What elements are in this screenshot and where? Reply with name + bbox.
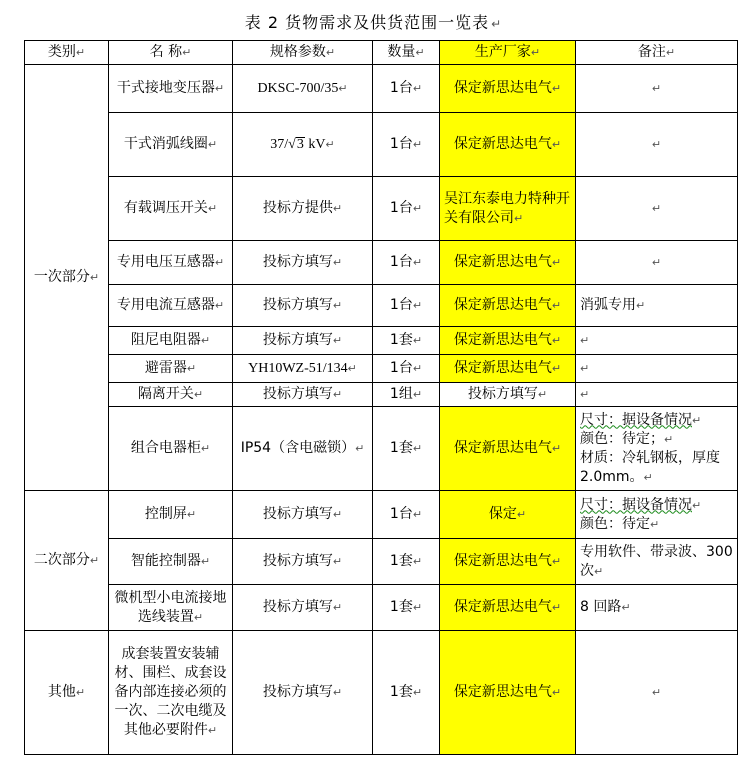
cell-qty: 1台↵	[373, 241, 440, 285]
cell-note: 专用软件、带录波、300 次↵	[576, 539, 738, 585]
cell-name: 微机型小电流接地选线装置↵	[109, 585, 233, 631]
cell-name: 智能控制器↵	[109, 539, 233, 585]
cell-name: 干式接地变压器↵	[109, 65, 233, 113]
header-note: 备注↵	[576, 41, 738, 65]
cell-note: ↵	[576, 631, 738, 755]
header-spec: 规格参数↵	[233, 41, 373, 65]
table-row	[25, 241, 738, 285]
cell-spec: 投标方填写↵	[233, 241, 373, 285]
paragraph-mark-icon: ↵	[491, 17, 503, 31]
table-row	[25, 585, 738, 631]
cell-maker: 保定新思达电气↵	[440, 355, 576, 383]
cell-qty: 1台↵	[373, 65, 440, 113]
cell-qty: 1套↵	[373, 585, 440, 631]
cell-spec: 投标方填写↵	[233, 631, 373, 755]
cell-name: 隔离开关↵	[109, 383, 233, 407]
cell-note: ↵	[576, 383, 738, 407]
cell-qty: 1台↵	[373, 113, 440, 177]
category-primary: 一次部分↵	[25, 65, 109, 491]
cell-spec-formula: 37/√3 kV↵	[233, 113, 373, 177]
table-row	[25, 631, 738, 755]
header-qty: 数量↵	[373, 41, 440, 65]
cell-qty: 1台↵	[373, 285, 440, 327]
cell-qty: 1套↵	[373, 631, 440, 755]
table-row	[25, 407, 738, 491]
cell-note: 8 回路↵	[576, 585, 738, 631]
cell-note: ↵	[576, 327, 738, 355]
cell-name: 专用电压互感器↵	[109, 241, 233, 285]
cell-maker: 保定新思达电气↵	[440, 113, 576, 177]
cell-spec: 投标方提供↵	[233, 177, 373, 241]
cell-maker: 吴江东泰电力特种开关有限公司↵	[440, 177, 576, 241]
cell-maker: 投标方填写↵	[440, 383, 576, 407]
cell-qty: 1套↵	[373, 407, 440, 491]
cell-spec: 投标方填写↵	[233, 491, 373, 539]
cell-spec: 投标方填写↵	[233, 383, 373, 407]
sqrt-icon: √	[288, 136, 296, 152]
cell-maker: 保定新思达电气↵	[440, 65, 576, 113]
category-other: 其他↵	[25, 631, 109, 755]
cell-maker: 保定新思达电气↵	[440, 585, 576, 631]
caption-text: 表 2 货物需求及供货范围一览表	[244, 13, 490, 32]
cell-qty: 1台↵	[373, 355, 440, 383]
table-row	[25, 177, 738, 241]
cell-qty: 1套↵	[373, 539, 440, 585]
category-secondary: 二次部分↵	[25, 491, 109, 631]
cell-name: 专用电流互感器↵	[109, 285, 233, 327]
cell-spec: DKSC-700/35↵	[233, 65, 373, 113]
cell-maker: 保定新思达电气↵	[440, 327, 576, 355]
cell-note: ↵	[576, 177, 738, 241]
cell-spec: YH10WZ-51/134↵	[233, 355, 373, 383]
cell-qty: 1台↵	[373, 177, 440, 241]
header-name: 名 称↵	[109, 41, 233, 65]
cell-qty: 1台↵	[373, 491, 440, 539]
cell-name: 有载调压开关↵	[109, 177, 233, 241]
table-row	[25, 113, 738, 177]
table-row	[25, 65, 738, 113]
table-row	[25, 355, 738, 383]
cell-qty: 1组↵	[373, 383, 440, 407]
table-row	[25, 383, 738, 407]
cell-note: ↵	[576, 113, 738, 177]
table-row	[25, 327, 738, 355]
cell-spec: 投标方填写↵	[233, 539, 373, 585]
cell-qty: 1套↵	[373, 327, 440, 355]
table-caption	[0, 10, 747, 33]
cell-note: ↵	[576, 355, 738, 383]
cell-maker: 保定新思达电气↵	[440, 241, 576, 285]
cell-name: 组合电器柜↵	[109, 407, 233, 491]
header-maker: 生产厂家↵	[440, 41, 576, 65]
cell-maker: 保定新思达电气↵	[440, 285, 576, 327]
cell-name: 阻尼电阻器↵	[109, 327, 233, 355]
header-row	[25, 41, 738, 65]
cell-maker: 保定↵	[440, 491, 576, 539]
cell-note: 消弧专用↵	[576, 285, 738, 327]
table-row	[25, 285, 738, 327]
cell-note: 尺寸：据设备情况↵ 颜色：待定↵	[576, 491, 738, 539]
cell-spec: 投标方填写↵	[233, 585, 373, 631]
goods-table	[24, 40, 738, 755]
cell-name: 避雷器↵	[109, 355, 233, 383]
cell-name: 成套装置安装辅材、围栏、成套设备内部连接必须的一次、二次电缆及其他必要附件↵	[109, 631, 233, 755]
cell-spec: IP54（含电磁锁）↵	[233, 407, 373, 491]
cell-name: 干式消弧线圈↵	[109, 113, 233, 177]
cell-name: 控制屏↵	[109, 491, 233, 539]
cell-note: ↵	[576, 241, 738, 285]
cell-maker: 保定新思达电气↵	[440, 539, 576, 585]
cell-maker: 保定新思达电气↵	[440, 407, 576, 491]
table-row	[25, 491, 738, 539]
table-row	[25, 539, 738, 585]
cell-spec: 投标方填写↵	[233, 285, 373, 327]
cell-note: ↵	[576, 65, 738, 113]
cell-spec: 投标方填写↵	[233, 327, 373, 355]
cell-maker: 保定新思达电气↵	[440, 631, 576, 755]
cell-note: 尺寸：据设备情况↵ 颜色：待定；↵ 材质：冷轧钢板，厚度 2.0mm。↵	[576, 407, 738, 491]
header-category: 类别↵	[25, 41, 109, 65]
